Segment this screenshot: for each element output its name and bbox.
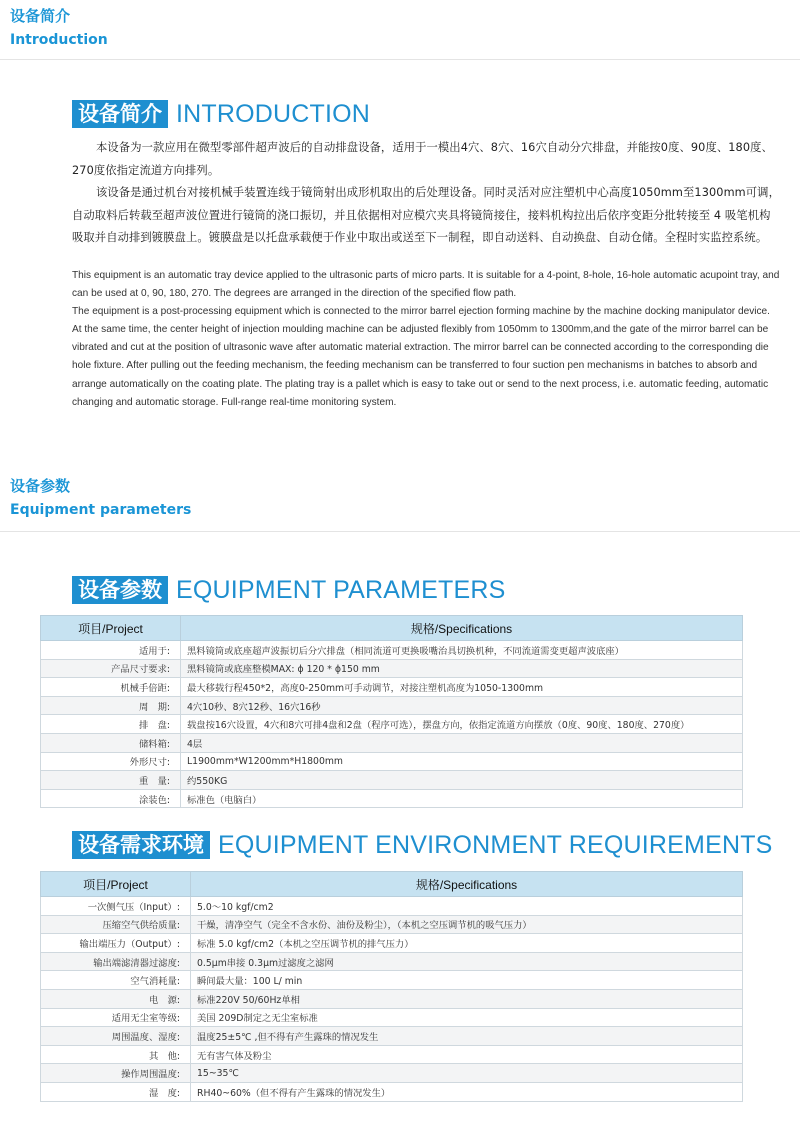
row-key: 排 盘: [41,715,181,734]
row-key: 电 源: [41,989,191,1008]
row-key: 涂装色: [41,789,181,808]
table-row [41,915,743,934]
table-row [41,1064,743,1083]
row-key: 外形尺寸: [41,752,181,771]
section-title-en: Equipment parameters [10,502,192,518]
table-header-project: 项目/Project [41,616,181,641]
section-header-params [0,475,800,532]
table-header-project: 项目/Project [41,872,191,897]
row-value: 15~35℃ [191,1064,743,1083]
intro-en-paragraph: This equipment is an automatic tray device applied to the ultrasonic parts of micro parts. It is suitable for a 4-point, 8-hole, 16-hole automatic acupoint tray, and can be used at 0, 90, 180, 270. The degrees are arranged in the direction of the specified flow path. [72,270,780,300]
table-header-spec: 规格/Specifications [191,872,743,897]
table-row [41,1027,743,1046]
row-key: 储料箱: [41,733,181,752]
params-heading: EQUIPMENT PARAMETERS [176,575,506,604]
row-value: 标准色（电脑白） [181,789,743,808]
intro-en-text [72,267,780,412]
intro-cn-paragraph: 该设备是通过机台对接机械手装置连线于镜筒射出成形机取出的后处理设备。同时灵活对应注塑机中心高度1050mm至1300mm可调，自动取料后转载至超声波位置进行镜筒的浇口振切，并且依据相对应模穴夹具将镜筒接住，接料机构拉出后依序变距分批转接至 4 吸笔机构吸取并自动排到镀膜盘上。镀膜盘是以托盘承载便于作业中取出或送至下一制程，即自动送料、自动换盘、自动仓储。全程时实监控系统。 [72,186,780,244]
table-row [41,1008,743,1027]
row-key: 输出端压力（Output）: [41,934,191,953]
row-value: 瞬间最大量：100 L/ min [191,971,743,990]
table-row [41,989,743,1008]
params-table [40,615,743,808]
env-table [40,871,743,1102]
params-tag: 设备参数 [72,576,168,604]
section-title-cn: 设备参数 [10,477,71,495]
row-value: 标准 5.0 kgf/cm2（本机之空压调节机的排气压力） [191,934,743,953]
row-key: 空气消耗量: [41,971,191,990]
table-row [41,678,743,697]
table-row [41,771,743,790]
row-value: RH40~60%（但不得有产生露珠的情况发生） [191,1082,743,1101]
row-key: 压缩空气供给质量: [41,915,191,934]
table-row [41,752,743,771]
table-header-row [41,616,743,641]
params-block-title [72,575,506,605]
intro-block-title [72,99,370,129]
env-heading: EQUIPMENT ENVIRONMENT REQUIREMENTS [218,830,773,859]
table-row [41,696,743,715]
intro-tag: 设备简介 [72,100,168,128]
row-value: 无有害气体及粉尘 [191,1045,743,1064]
row-value: 4穴10秒、8穴12秒、16穴16秒 [181,696,743,715]
row-value: 4层 [181,733,743,752]
table-row [41,1045,743,1064]
row-value: 5.0～10 kgf/cm2 [191,897,743,916]
table-row [41,659,743,678]
table-row [41,952,743,971]
row-value: 最大移载行程450*2，高度0-250mm可手动调节，对接注塑机高度为1050-1300mm [181,678,743,697]
row-value: 黑料镜筒或底座超声波振切后分穴排盘（相同流道可更换吸嘴治具切换机种，不同流道需变更超声波底座） [181,641,743,660]
table-row [41,789,743,808]
table-row [41,897,743,916]
intro-heading: INTRODUCTION [176,99,371,128]
table-row [41,971,743,990]
row-value: 干燥，清净空气（完全不含水份、油份及粉尘），（本机之空压调节机的吸气压力） [191,915,743,934]
row-value: 约550KG [181,771,743,790]
row-value: 温度25±5℃ ,但不得有产生露珠的情况发生 [191,1027,743,1046]
row-value: 标准220V 50/60Hz单相 [191,989,743,1008]
row-key: 适用于: [41,641,181,660]
table-header-row [41,872,743,897]
section-header-intro [0,5,800,60]
table-header-spec: 规格/Specifications [181,616,743,641]
row-key: 操作周围温度: [41,1064,191,1083]
intro-cn-paragraph: 本设备为一款应用在微型零部件超声波后的自动排盘设备，适用于一模出4穴、8穴、16穴自动分穴排盘，并能按0度、90度、180度、270度依指定流道方向排列。 [72,141,773,177]
intro-cn-text [72,137,780,250]
row-value: 载盘按16穴设置，4穴和8穴可排4盘和2盘（程序可选），摆盘方向，依指定流道方向摆放（0度、90度、180度、270度） [181,715,743,734]
row-key: 其 他: [41,1045,191,1064]
intro-en-paragraph: The equipment is a post-processing equipment which is connected to the mirror barrel ejection forming machine by the machine docking manipulator device. At the same time, the center height of injection moulding machine can be adjusted flexibly from 1050mm to 1300mm,and the gate of the mirror barrel can be vibrated and cut at the position of ultrasonic wave after automatic material extraction. The mirror barrel can be connected according to the corresponding die hole fixture. After pulling out the feeding mechanism, the feeding mechanism can be transferred to four suction pen mechanisms in batches to absorb and arrange automatically on the coating plate. The plating tray is a pallet which is easy to take out or send to the next process, i.e. automatic feeding, automatic changing and automatic storage. Full-range real-time monitoring system. [72,306,770,408]
row-key: 湿 度: [41,1082,191,1101]
section-title-en: Introduction [10,32,108,48]
table-row [41,641,743,660]
row-key: 机械手倍距: [41,678,181,697]
row-key: 输出端滤清器过滤度: [41,952,191,971]
row-key: 周围温度、湿度: [41,1027,191,1046]
table-row [41,733,743,752]
table-row [41,715,743,734]
row-value: 美国 209D制定之无尘室标准 [191,1008,743,1027]
row-value: 黑料镜筒或底座整模MAX: ϕ 120 * ϕ150 mm [181,659,743,678]
table-row [41,934,743,953]
row-key: 一次侧气压（Input）: [41,897,191,916]
env-block-title [72,830,773,860]
row-key: 周 期: [41,696,181,715]
env-tag: 设备需求环境 [72,831,210,859]
row-key: 适用无尘室等级: [41,1008,191,1027]
section-title-cn: 设备简介 [10,7,71,25]
row-key: 产品尺寸要求: [41,659,181,678]
row-key: 重 量: [41,771,181,790]
row-value: 0.5μm串接 0.3μm过滤度之滤网 [191,952,743,971]
row-value: L1900mm*W1200mm*H1800mm [181,752,743,771]
table-row [41,1082,743,1101]
